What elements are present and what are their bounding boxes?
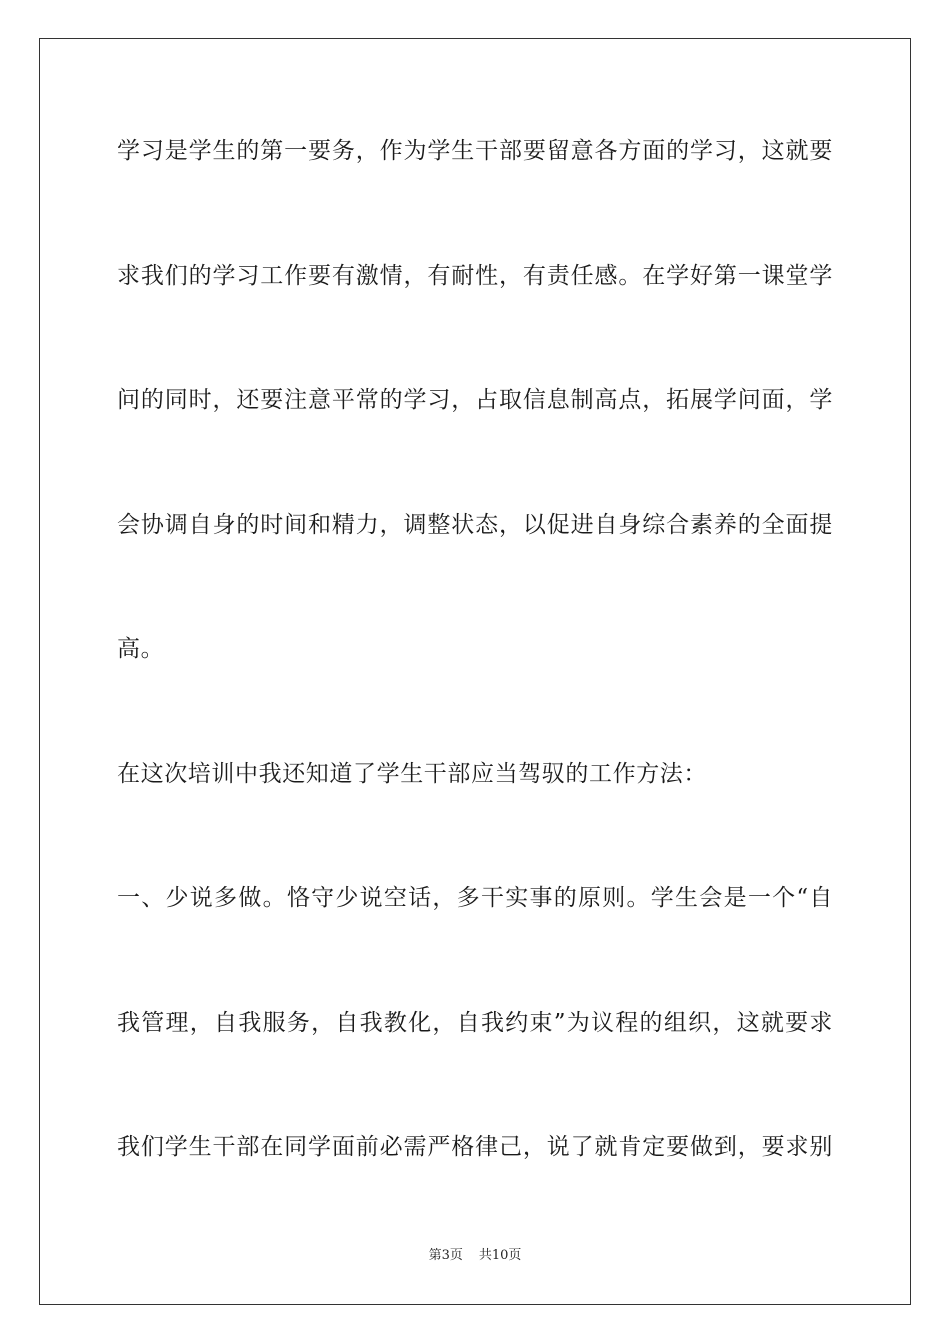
paragraph-line: 求我们的学习工作要有激情，有耐性，有责任感。在学好第一课堂学	[117, 263, 833, 289]
paragraph-line: 在这次培训中我还知道了学生干部应当驾驭的工作方法：	[117, 761, 707, 787]
page-footer	[0, 1247, 950, 1265]
paragraph-line: 会协调自身的时间和精力，调整状态，以促进自身综合素养的全面提	[117, 512, 833, 538]
paragraph-line: 我们学生干部在同学面前必需严格律己，说了就肯定要做到，要求别	[117, 1134, 833, 1160]
page-number: 第3页	[428, 1248, 463, 1263]
paragraph-line: 问的同时，还要注意平常的学习，占取信息制高点，拓展学问面，学	[117, 387, 833, 413]
paragraph-line: 学习是学生的第一要务，作为学生干部要留意各方面的学习，这就要	[117, 138, 833, 164]
paragraph-line: 高。	[117, 636, 165, 662]
paragraph-line: 我管理，自我服务，自我教化，自我约束”为议程的组织，这就要求	[117, 1010, 833, 1036]
page-border	[39, 38, 911, 1305]
paragraph-line: 一、少说多做。恪守少说空话，多干实事的原则。学生会是一个“自	[117, 885, 833, 911]
page-total: 共10页	[478, 1248, 522, 1263]
